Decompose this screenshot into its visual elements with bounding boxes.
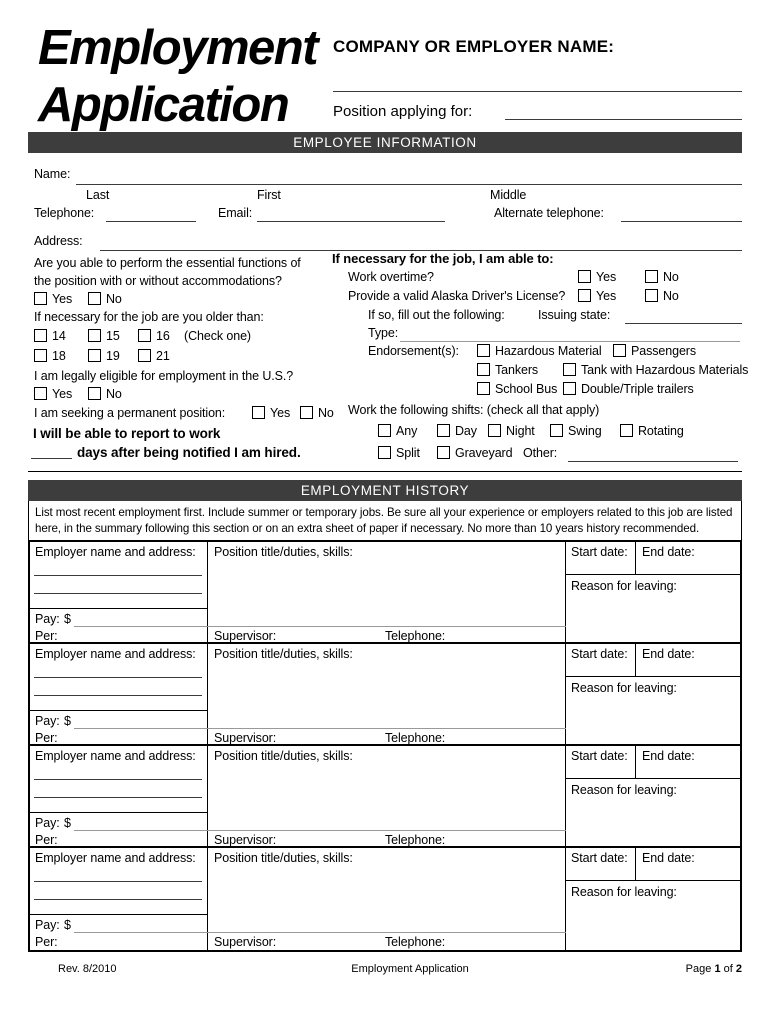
email-label: Email: [218,206,253,220]
start-date-label: Start date: [571,545,628,559]
checkbox-permanent-no[interactable] [300,406,313,419]
pay-input-line[interactable] [74,728,566,729]
accommodations-question-line1: Are you able to perform the essential functions of [34,256,301,270]
employer-write-line-1[interactable] [34,677,202,678]
block-divider-left [207,644,208,744]
start-date-label: Start date: [571,647,628,661]
age-19-label: 19 [106,349,120,363]
checkbox-license-no[interactable] [645,289,658,302]
page-title-line1: Employment [38,21,318,75]
age-18-label: 18 [52,349,66,363]
name-first-sublabel: First [257,188,281,202]
per-label: Per: [35,731,58,745]
eligible-question: I am legally eligible for employment in the U.S.? [34,369,294,383]
report-days-input-line[interactable] [31,458,72,459]
endorsement-school-bus-label: School Bus [495,382,558,396]
pay-currency-symbol: $ [64,816,71,830]
block-divider-right [565,644,566,744]
start-date-label: Start date: [571,749,628,763]
dates-row-bottom-rule [565,574,740,575]
name-middle-sublabel: Middle [490,188,527,202]
position-applying-input-line[interactable] [505,119,742,120]
license-type-label: Type: [368,326,399,340]
checkbox-age-14[interactable] [34,329,47,342]
end-date-label: End date: [642,545,695,559]
pay-input-line[interactable] [74,932,566,933]
checkbox-age-16[interactable] [138,329,151,342]
checkbox-endorsement-hazmat[interactable] [477,344,490,357]
start-date-label: Start date: [571,851,628,865]
reason-for-leaving-label: Reason for leaving: [571,783,677,797]
pay-row-top-rule [30,914,207,915]
start-end-divider [635,644,636,676]
block-telephone-label: Telephone: [385,833,446,847]
block-divider-left [207,542,208,642]
employer-write-line-1[interactable] [34,881,202,882]
telephone-input-line[interactable] [106,221,196,222]
employment-history-block [30,644,740,746]
name-label: Name: [34,167,71,181]
block-divider-right [565,848,566,950]
start-end-divider [635,746,636,778]
block-divider-left [207,848,208,950]
shift-swing-label: Swing [568,424,602,438]
company-name-label: COMPANY OR EMPLOYER NAME: [333,37,615,56]
employment-history-block [30,746,740,848]
position-title-label: Position title/duties, skills: [214,749,353,763]
checkbox-endorsement-tankers[interactable] [477,363,490,376]
age-21-label: 21 [156,349,170,363]
history-instructions-line1: List most recent employment first. Include summer or temporary jobs. Be sure all your experience or employers related to this job are listed [35,506,733,519]
checkbox-endorsement-school-bus[interactable] [477,382,490,395]
accommodations-no-label: No [106,292,122,306]
pay-label: Pay: [35,612,60,626]
pay-currency-symbol: $ [64,714,71,728]
pay-currency-symbol: $ [64,918,71,932]
if-so-note: If so, fill out the following: [368,308,505,322]
history-section-top-rule [28,471,742,472]
license-yes-label: Yes [596,289,617,303]
name-last-sublabel: Last [86,188,110,202]
permanent-position-question: I am seeking a permanent position: [34,406,226,420]
checkbox-shift-rotating[interactable] [620,424,633,437]
employer-write-line-2[interactable] [34,899,202,900]
block-divider-right [565,746,566,846]
telephone-label: Telephone: [34,206,95,220]
license-no-label: No [663,289,679,303]
checkbox-permanent-yes[interactable] [252,406,265,419]
start-end-divider [635,848,636,880]
checkbox-eligible-no[interactable] [88,387,101,400]
checkbox-overtime-no[interactable] [645,270,658,283]
footer-of-word: of [723,963,733,975]
employer-write-line-2[interactable] [34,593,202,594]
permanent-yes-label: Yes [270,406,291,420]
permanent-no-label: No [318,406,334,420]
older-than-question: If necessary for the job are you older than: [34,310,264,324]
report-to-work-line2: days after being notified I am hired. [77,445,301,460]
shift-any-label: Any [396,424,418,438]
endorsement-tank-hazmat-label: Tank with Hazardous Materials [581,363,749,377]
end-date-label: End date: [642,647,695,661]
checkbox-age-21[interactable] [138,349,151,362]
pay-currency-symbol: $ [64,612,71,626]
issuing-state-label: Issuing state: [538,308,611,322]
footer-page-number: 1 [714,963,721,975]
checkbox-endorsement-passengers[interactable] [613,344,626,357]
pay-label: Pay: [35,714,60,728]
checkbox-license-yes[interactable] [578,289,591,302]
checkbox-shift-day[interactable] [437,424,450,437]
checkbox-shift-night[interactable] [488,424,501,437]
endorsement-passengers-label: Passengers [631,344,697,358]
employer-name-label: Employer name and address: [35,851,196,865]
block-telephone-label: Telephone: [385,731,446,745]
checkbox-eligible-yes[interactable] [34,387,47,400]
age-16-label: 16 [156,329,170,343]
employer-name-label: Employer name and address: [35,545,196,559]
shift-day-label: Day [455,424,477,438]
shift-night-label: Night [506,424,535,438]
footer-revision: Rev. 8/2010 [58,963,117,975]
block-divider-left [207,746,208,846]
employer-name-label: Employer name and address: [35,647,196,661]
reason-for-leaving-label: Reason for leaving: [571,579,677,593]
shift-rotating-label: Rotating [638,424,684,438]
page-title [38,20,317,134]
end-date-label: End date: [642,851,695,865]
endorsement-hazmat-label: Hazardous Material [495,344,602,358]
checkbox-overtime-yes[interactable] [578,270,591,283]
footer-doc-title: Employment Application [351,963,469,975]
able-to-title: If necessary for the job, I am able to: [332,251,554,266]
pay-row-top-rule [30,608,207,609]
overtime-yes-label: Yes [596,270,617,284]
accommodations-question-line2: the position with or without accommodations? [34,274,282,288]
block-divider-right [565,542,566,642]
supervisor-label: Supervisor: [214,629,277,643]
start-end-divider [635,542,636,574]
employment-history-block [30,542,740,644]
eligible-no-label: No [106,387,122,401]
block-telephone-label: Telephone: [385,629,446,643]
shift-other-input-line[interactable] [568,461,738,462]
dates-row-bottom-rule [565,676,740,677]
check-one-note: (Check one) [184,329,251,343]
position-title-label: Position title/duties, skills: [214,545,353,559]
checkbox-shift-graveyard[interactable] [437,446,450,459]
reason-for-leaving-label: Reason for leaving: [571,681,677,695]
checkbox-accommodations-yes[interactable] [34,292,47,305]
license-type-input-line[interactable] [400,341,740,342]
history-instructions-box [28,501,742,540]
shift-split-label: Split [396,446,420,460]
accommodations-yes-label: Yes [52,292,73,306]
age-15-label: 15 [106,329,120,343]
shift-other-label: Other: [523,446,558,460]
checkbox-age-18[interactable] [34,349,47,362]
checkbox-shift-split[interactable] [378,446,391,459]
per-label: Per: [35,629,58,643]
checkbox-accommodations-no[interactable] [88,292,101,305]
block-telephone-label: Telephone: [385,935,446,949]
pay-label: Pay: [35,918,60,932]
employment-history-table [28,540,742,952]
alt-telephone-input-line[interactable] [621,221,742,222]
position-applying-label: Position applying for: [333,103,473,120]
pay-label: Pay: [35,816,60,830]
issuing-state-input-line[interactable] [625,323,742,324]
company-name-input-line[interactable] [333,91,742,92]
footer-page-word: Page [685,963,712,975]
per-label: Per: [35,833,58,847]
employment-history-section-header: EMPLOYMENT HISTORY [28,480,742,501]
end-date-label: End date: [642,749,695,763]
checkbox-shift-any[interactable] [378,424,391,437]
pay-row-top-rule [30,710,207,711]
email-input-line[interactable] [257,221,445,222]
shifts-question: Work the following shifts: (check all that apply) [348,403,600,417]
supervisor-label: Supervisor: [214,731,277,745]
pay-input-line[interactable] [74,626,566,627]
footer-page-indicator [686,963,742,975]
employer-write-line-2[interactable] [34,695,202,696]
address-label: Address: [34,234,83,248]
name-input-line[interactable] [76,184,742,185]
supervisor-label: Supervisor: [214,935,277,949]
checkbox-age-19[interactable] [88,349,101,362]
checkbox-endorsement-tank-hazmat[interactable] [563,363,576,376]
dates-row-bottom-rule [565,778,740,779]
eligible-yes-label: Yes [52,387,73,401]
age-14-label: 14 [52,329,66,343]
pay-input-line[interactable] [74,830,566,831]
employment-history-block [30,848,740,950]
endorsement-tankers-label: Tankers [495,363,539,377]
employer-write-line-2[interactable] [34,797,202,798]
employer-write-line-1[interactable] [34,779,202,780]
checkbox-shift-swing[interactable] [550,424,563,437]
pay-row-top-rule [30,812,207,813]
endorsement-double-triple-label: Double/Triple trailers [581,382,694,396]
overtime-no-label: No [663,270,679,284]
checkbox-age-15[interactable] [88,329,101,342]
page-title-line2: Application [38,78,289,132]
per-label: Per: [35,935,58,949]
checkbox-endorsement-double-triple[interactable] [563,382,576,395]
employer-write-line-1[interactable] [34,575,202,576]
position-title-label: Position title/duties, skills: [214,851,353,865]
license-question: Provide a valid Alaska Driver's License? [348,289,566,303]
report-to-work-line1: I will be able to report to work [33,426,221,441]
employee-information-section-header: EMPLOYEE INFORMATION [28,132,742,153]
endorsements-label: Endorsement(s): [368,344,459,358]
history-instructions-line2: here, in the summary following this section or on an extra sheet of paper if necessary. No more than 10 years history recommended. [35,522,700,535]
position-title-label: Position title/duties, skills: [214,647,353,661]
reason-for-leaving-label: Reason for leaving: [571,885,677,899]
overtime-question: Work overtime? [348,270,434,284]
shift-graveyard-label: Graveyard [455,446,513,460]
supervisor-label: Supervisor: [214,833,277,847]
footer-page-total: 2 [735,963,742,975]
alt-telephone-label: Alternate telephone: [494,206,604,220]
employer-name-label: Employer name and address: [35,749,196,763]
dates-row-bottom-rule [565,880,740,881]
